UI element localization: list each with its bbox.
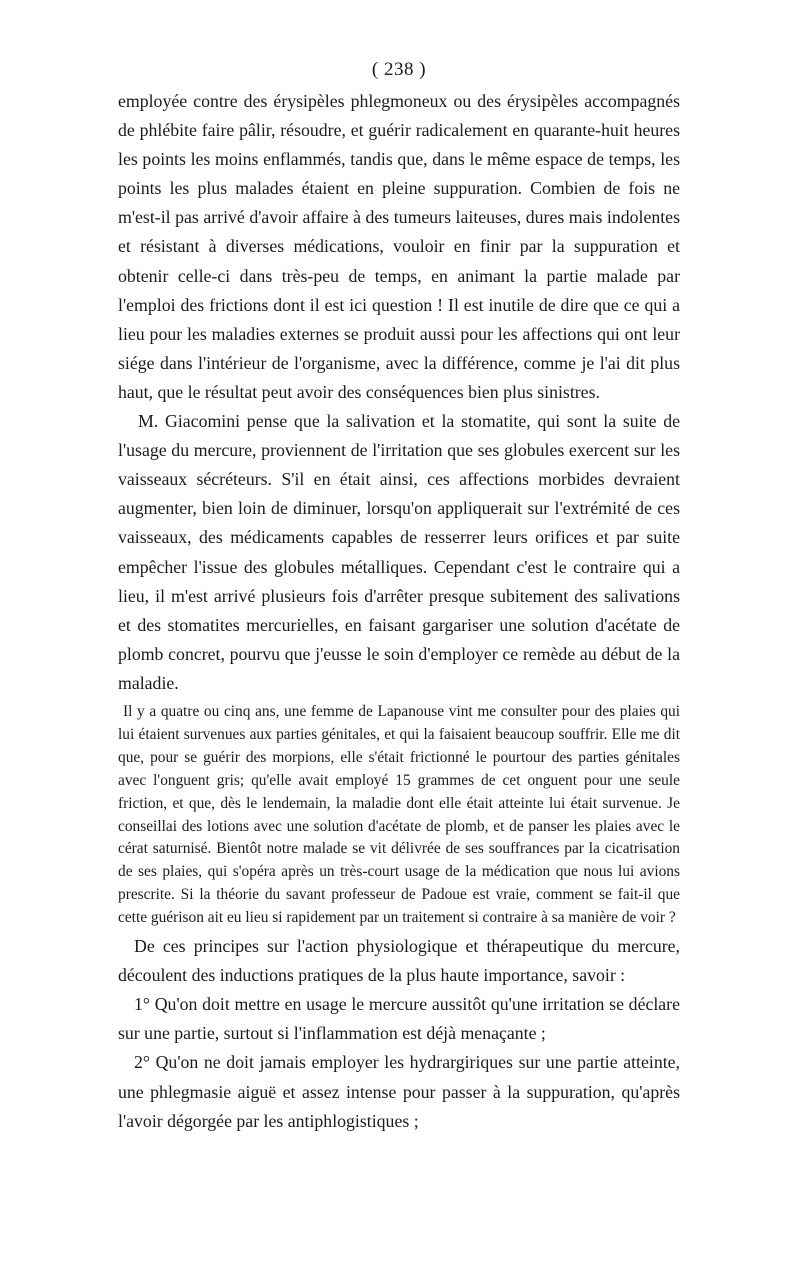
conclusion-item-2: 2° Qu'on ne doit jamais employer les hydrargiriques sur une partie atteinte, une phlegmasie aiguë et assez intense pour passer à la suppuration, qu'après l'avoir dégorgée par les antiphlogistiques ; xyxy=(118,1052,680,1131)
main-text xyxy=(118,87,680,698)
case-note xyxy=(118,701,680,930)
case-note-text: Il y a quatre ou cinq ans, une femme de Lapanouse vint me consulter pour des plaies qui lui étaient survenues aux parties génitales, et qui la faisaient beaucoup souffrir. Elle me dit que, pour se guérir des morpions, elle s'était frictionné le pourtour des parties génitales avec l'onguent gris; qu'elle avait employé 15 grammes de cet onguent pour une seule friction, et que, dès le lendemain, la maladie dont elle était atteinte lui était survenue. Je conseillai des lotions avec une solution d'acétate de plomb, et de panser les plaies avec le cérat saturnisé. Bientôt notre malade se vit délivrée de ses souffrances par la cicatrisation de ses plaies, qui s'opéra après un très-court usage de la médication que nous lui avions prescrite. Si la théorie du savant professeur de Padoue est vraie, comment se fait-il que cette guérison ait eu lieu si rapidement par un traitement si contraire à sa manière de voir ? xyxy=(118,702,680,927)
conclusion-item-1: 1° Qu'on doit mettre en usage le mercure aussitôt qu'une irritation se déclare sur une partie, surtout si l'inflammation est déjà menaçante ; xyxy=(118,994,680,1044)
paragraph-giacomini: M. Giacomini pense que la salivation et la stomatite, qui sont la suite de l'usage du mercure, proviennent de l'irritation que ses globules exercent sur les vaisseaux sécréteurs. S'il en était ainsi, ces affections morbides devraient augmenter, bien loin de diminuer, lorsqu'on appliquerait sur l'extrémité de ces vaisseaux, des médicaments capables de resserrer leurs orifices et par suite empêcher l'issue des globules métalliques. Cependant c'est le contraire qui a lieu, il m'est arrivé plusieurs fois d'arrêter presque subitement des salivations et des stomatites mercurielles, en faisant gargariser une solution d'acétate de plomb concret, pourvu que j'eusse le soin d'employer ce remède au début de la maladie. xyxy=(118,411,680,693)
page-number: ( 238 ) xyxy=(371,59,427,80)
conclusions xyxy=(118,932,680,1136)
paragraph-erysipeles: employée contre des érysipèles phlegmoneux ou des érysipèles accompagnés de phlébite faire pâlir, résoudre, et guérir radicalement en quarante-huit heures les points les moins enflammés, tandis que, dans le même espace de temps, les points les plus malades étaient en pleine suppuration. Combien de fois ne m'est-il pas arrivé d'avoir affaire à des tumeurs laiteuses, dures mais indolentes et résistant à diverses médications, vouloir en finir par la suppuration et obtenir celle-ci dans très-peu de temps, en animant la partie malade par l'emploi des frictions dont il est ici question ! Il est inutile de dire que ce qui a lieu pour les maladies externes se produit aussi pour les affections qui ont leur siége dans l'intérieur de l'organisme, avec la différence, comme je l'ai dit plus haut, que le résultat peut avoir des conséquences bien plus sinistres. xyxy=(118,91,680,402)
book-page xyxy=(118,56,680,1136)
conclusion-intro: De ces principes sur l'action physiologique et thérapeutique du mercure, découlent des inductions pratiques de la plus haute importance, savoir : xyxy=(118,936,680,986)
